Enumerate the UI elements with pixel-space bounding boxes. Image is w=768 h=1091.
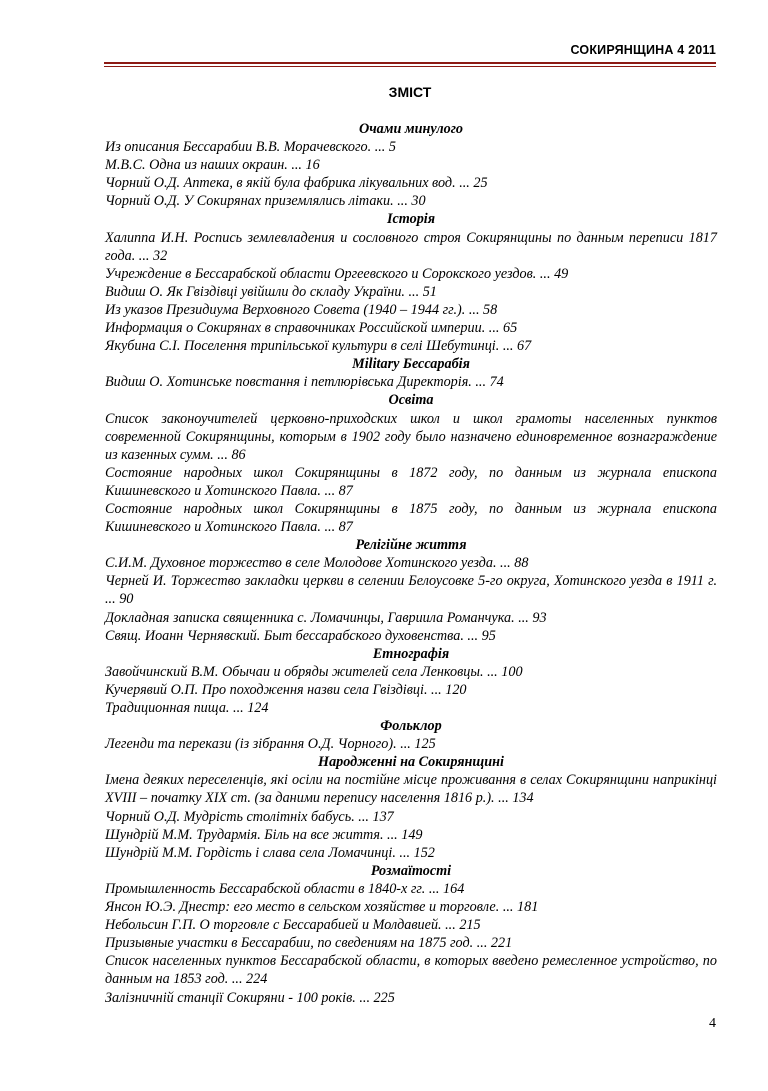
- toc-entry: Информация о Сокирянах в справочниках Российской империи. ... 65: [105, 320, 518, 337]
- toc-entry: Шундрій М.М. Трудармія. Біль на все життя. ... 149: [105, 826, 423, 843]
- toc-entry: Видиш О. Як Гвіздівці увійшли до складу України. ... 51: [105, 283, 437, 300]
- toc-entry: Докладная записка священника с. Ломачинцы, Гавриила Романчука. ... 93: [105, 609, 547, 626]
- section-heading: Military Бессарабія: [352, 356, 470, 373]
- toc-entry: Традиционная пища. ... 124: [105, 700, 269, 716]
- toc-entry: Состояние народных школ Сокирянщины в 1872 году, по данным из журнала епископа Кишиневского и Хотинского Павла. ... 87: [105, 464, 717, 499]
- toc-entry: М.В.С. Одна из наших окраин. ... 16: [105, 157, 320, 174]
- toc-entry: Видиш О. Хотинське повстання і петлюрівська Директорія. ... 74: [105, 374, 504, 391]
- toc-entry: Свящ. Иоанн Чернявский. Быт бессарабского духовенства. ... 95: [105, 627, 496, 644]
- toc-entry: Список населенных пунктов Бессарабской области, в которых введено ремесленное устройство, по данным на 1853 год. ... 224: [105, 953, 717, 988]
- section-heading: Розмаїтості: [370, 862, 452, 879]
- header-rule: [104, 62, 716, 64]
- section-heading: Фольклор: [380, 718, 442, 735]
- section-heading: Релігійне життя: [355, 537, 467, 554]
- toc-entry: Чорний О.Д. Мудрість столітніх бабусь. ... 137: [105, 808, 394, 825]
- toc-entry: Из описания Бессарабии В.В. Морачевского. ... 5: [105, 139, 396, 156]
- toc-entry: Учреждение в Бессарабской области Оргеевского и Сорокского уездов. ... 49: [105, 265, 569, 282]
- toc-entry: Из указов Президиума Верховного Совета (1940 – 1944 гг.). ... 58: [105, 301, 498, 318]
- section-heading: Етнографія: [372, 645, 450, 662]
- journal-title: СОКИРЯНЩИНА 4 2011: [570, 43, 716, 57]
- section-heading: Освіта: [388, 392, 434, 409]
- table-of-contents: [105, 120, 717, 1007]
- toc-entry: Якубина С.І. Поселення трипільської культури в селі Шебутинці. ... 67: [105, 338, 532, 355]
- toc-entry: Чорний О.Д. У Сокирянах приземлялись літаки. ... 30: [105, 193, 426, 210]
- page-number: 4: [709, 1016, 716, 1031]
- toc-entry: Черней И. Торжество закладки церкви в селении Белоусовке 5-го округа, Хотинского уезда в 1911 г. ... 90: [105, 573, 717, 608]
- toc-entry: Промышленность Бессарабской области в 1840-х гг. ... 164: [105, 880, 465, 897]
- section-heading: Історія: [386, 211, 436, 228]
- toc-entry: Призывные участки в Бессарабии, по сведениям на 1875 год. ... 221: [105, 935, 513, 952]
- toc-entry: Список законоучителей церковно-приходских школ и школ грамоты населенных пунктов современной Сокирянщины, которым в 1902 году было назначено единовременное вознаграждение из казенных сумм. ... 86: [105, 410, 717, 463]
- section-heading: Народженні на Сокирянщині: [318, 754, 504, 771]
- toc-entry: Імена деяких переселенців, які осіли на постійне місце проживання в селах Сокирянщини наприкінці XVIII – початку XIX ст. (за даними перепису населення 1816 р.). ... 134: [105, 772, 717, 807]
- toc-entry: Легенди та перекази (із зібрання О.Д. Чорного). ... 125: [105, 736, 436, 753]
- toc-entry: Небольсин Г.П. О торговле с Бессарабией и Молдавией. ... 215: [105, 917, 481, 934]
- toc-entry: Чорний О.Д. Аптека, в якій була фабрика лікувальних вод. ... 25: [105, 175, 488, 192]
- toc-title: ЗМІСТ: [388, 84, 432, 100]
- section-heading: Очами минулого: [358, 121, 464, 137]
- toc-entry: С.И.М. Духовное торжество в селе Молодове Хотинского уезда. ... 88: [105, 555, 529, 572]
- header-rule-thin: [104, 66, 716, 67]
- toc-entry: Завойчинский В.М. Обычаи и обряды жителей села Ленковцы. ... 100: [105, 663, 523, 680]
- toc-entry: Халиппа И.Н. Роспись землевладения и сословного строя Сокирянщины по данным переписи 1817 года. ... 32: [105, 229, 717, 264]
- toc-entry: Шундрій М.М. Гордість і слава села Ломачинці. ... 152: [105, 844, 435, 861]
- toc-entry: Залізничній станції Сокиряни - 100 років. ... 225: [105, 989, 395, 1006]
- toc-entry: Кучерявий О.П. Про походження назви села Гвіздівці. ... 120: [105, 681, 467, 698]
- toc-entry: Состояние народных школ Сокирянщины в 1875 году, по данным из журнала епископа Кишиневского и Хотинского Павла. ... 87: [105, 500, 717, 536]
- toc-entry: Янсон Ю.Э. Днестр: его место в сельском хозяйстве и торговле. ... 181: [105, 899, 539, 916]
